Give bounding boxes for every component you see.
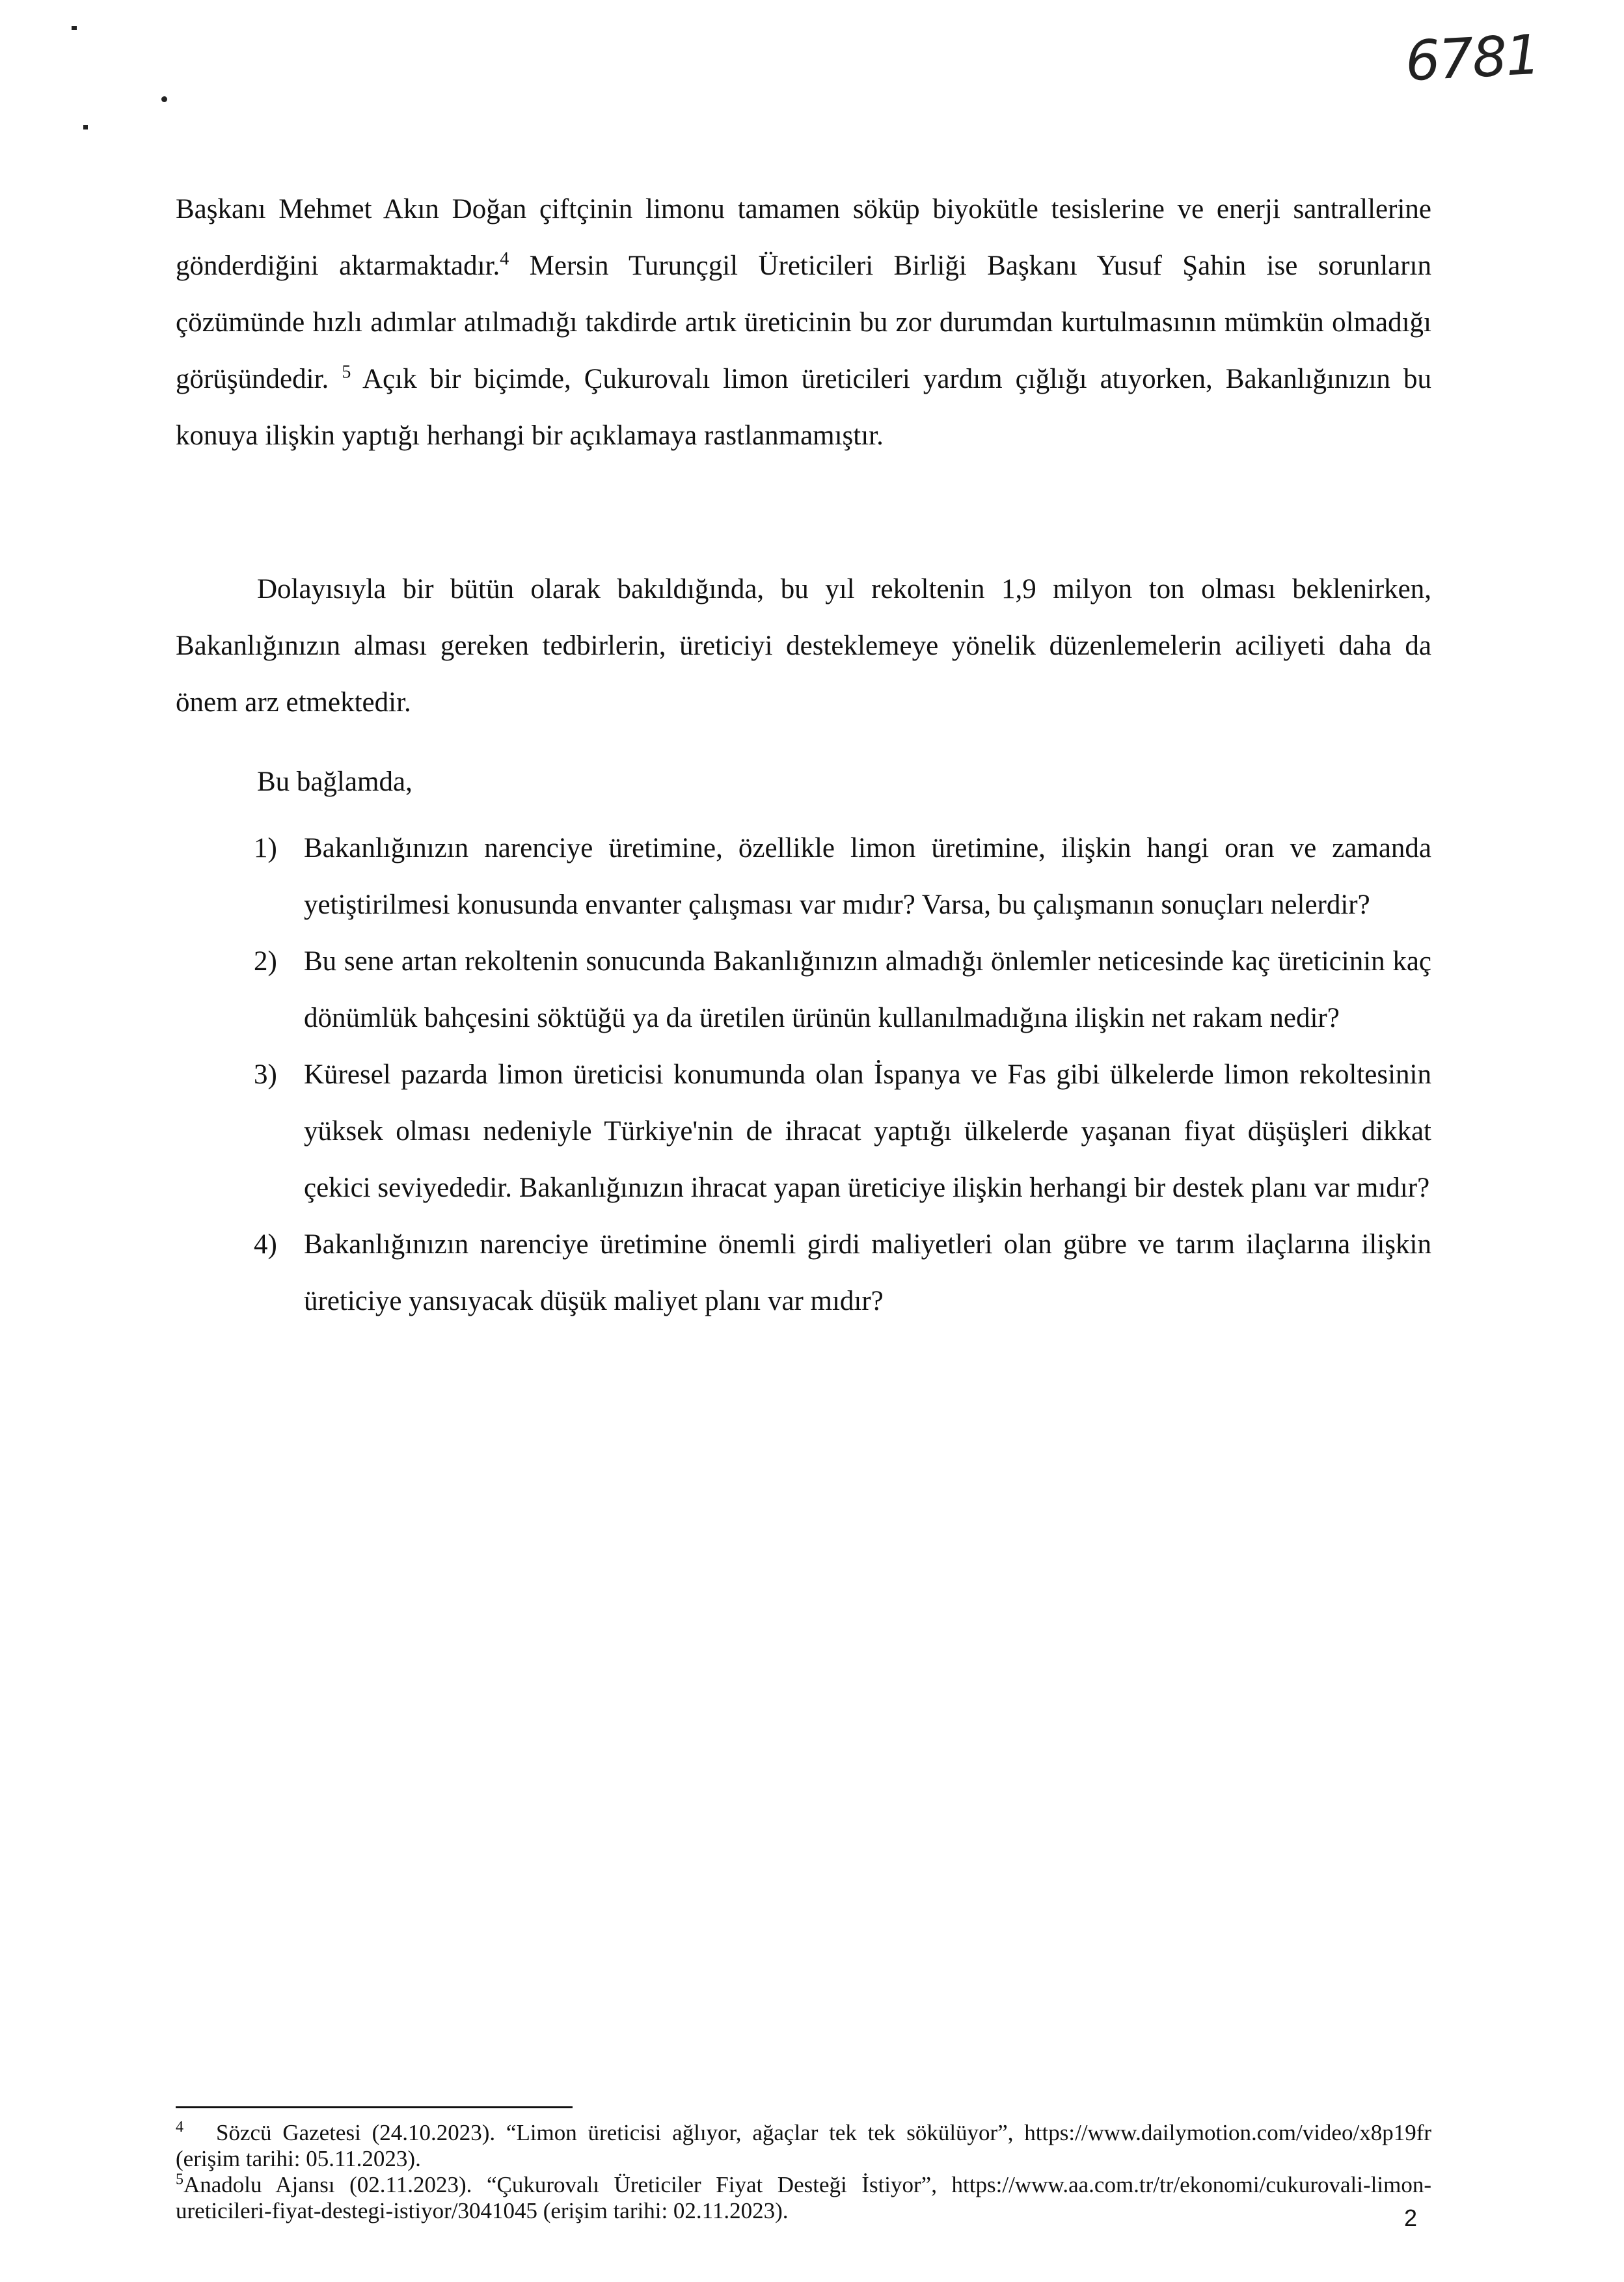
question-number: 3)	[254, 1059, 277, 1090]
page-number: 2	[1404, 2205, 1418, 2231]
footnote-text: Anadolu Ajansı (02.11.2023). “Çukurovalı Üreticiler Fiyat Desteği İstiyor”, https://www.aa.com.tr/tr/ekonomi/cukurovali-limon-ureticileri-fiyat-destegi-istiyor/3041045 (erişim tarihi: 02.11.2023).	[176, 2172, 1431, 2223]
questions-intro: Bu bağlamda,	[257, 767, 413, 797]
handwritten-document-number: 6781	[1403, 22, 1541, 94]
footnotes	[176, 2120, 1431, 2224]
footnote-ref-5: 5	[342, 362, 351, 383]
question-number: 4)	[254, 1229, 277, 1260]
question-text: Küresel pazarda limon üreticisi konumunda olan İspanya ve Fas gibi ülkelerde limon rekoltesinin yüksek olması nedeniyle Türkiye'nin de ihracat yaptığı ülkelerde yaşanan fiyat düşüşleri dikkat çekici seviyededir. Bakanlığınızın ihracat yapan üreticiye ilişkin herhangi bir destek planı var mıdır?	[304, 1059, 1431, 1203]
footnote-4	[176, 2120, 1431, 2172]
question-text: Bakanlığınızın narenciye üretimine önemli girdi maliyetleri olan gübre ve tarım ilaçlarına ilişkin üreticiye yansıyacak düşük maliyet planı var mıdır?	[304, 1229, 1431, 1316]
paragraph-second: Dolayısıyla bir bütün olarak bakıldığında, bu yıl rekoltenin 1,9 milyon ton olması beklenirken, Bakanlığınızın alması gereken tedbirlerin, üreticiyi desteklemeye yönelik düzenlemelerin aciliyeti daha da önem arz etmektedir.	[176, 574, 1431, 718]
paragraph-first-part2: Mersin Turunçgil Üreticileri Birliği Başkanı Yusuf Şahin ise sorunların çözümünde hızlı adımlar atılmadığı takdirde artık üreticinin bu zor durumdan kurtulmasının mümkün olmadığı görüşündedir.	[176, 251, 1432, 394]
paragraph-first-part1: Başkanı Mehmet Akın Doğan çiftçinin limonu tamamen söküp biyokütle tesislerine ve enerji santrallerine gönderdiğini aktarmaktadır.	[176, 194, 1431, 281]
question-text: Bakanlığınızın narenciye üretimine, özellikle limon üretimine, ilişkin hangi oran ve zamanda yetiştirilmesi konusunda envanter çalışması var mıdır? Varsa, bu çalışmanın sonuçları nelerdir?	[304, 833, 1431, 920]
question-item	[176, 933, 1431, 1046]
question-item	[176, 1046, 1431, 1216]
question-list	[176, 820, 1431, 1329]
footnote-mark: 4	[176, 2119, 183, 2136]
footnote-mark: 5	[176, 2171, 183, 2188]
scan-speck	[83, 125, 88, 129]
paragraph-first-part3: Açık bir biçimde, Çukurovalı limon üreticileri yardım çığlığı atıyorken, Bakanlığınızın bu konuya ilişkin yaptığı herhangi bir açıklamaya rastlanmamıştır.	[176, 364, 1431, 451]
footnote-ref-4: 4	[500, 249, 509, 269]
scan-speck	[72, 26, 77, 30]
question-item	[176, 820, 1431, 933]
question-number: 1)	[254, 833, 277, 863]
footnote-text: Sözcü Gazetesi (24.10.2023). “Limon üreticisi ağlıyor, ağaçlar tek tek sökülüyor”, https://www.dailymotion.com/video/x8p19fr (erişim tarihi: 05.11.2023).	[176, 2120, 1431, 2171]
question-text: Bu sene artan rekoltenin sonucunda Bakanlığınızın almadığı önlemler neticesinde kaç üreticinin kaç dönümlük bahçesini söktüğü ya da üretilen ürünün kullanılmadığına ilişkin net rakam nedir?	[304, 946, 1431, 1033]
question-item	[176, 1216, 1431, 1329]
question-number: 2)	[254, 946, 277, 977]
footnote-separator	[176, 2106, 573, 2108]
paragraph-first	[176, 181, 1431, 464]
footnote-5	[176, 2172, 1431, 2224]
scan-speck	[161, 96, 167, 102]
